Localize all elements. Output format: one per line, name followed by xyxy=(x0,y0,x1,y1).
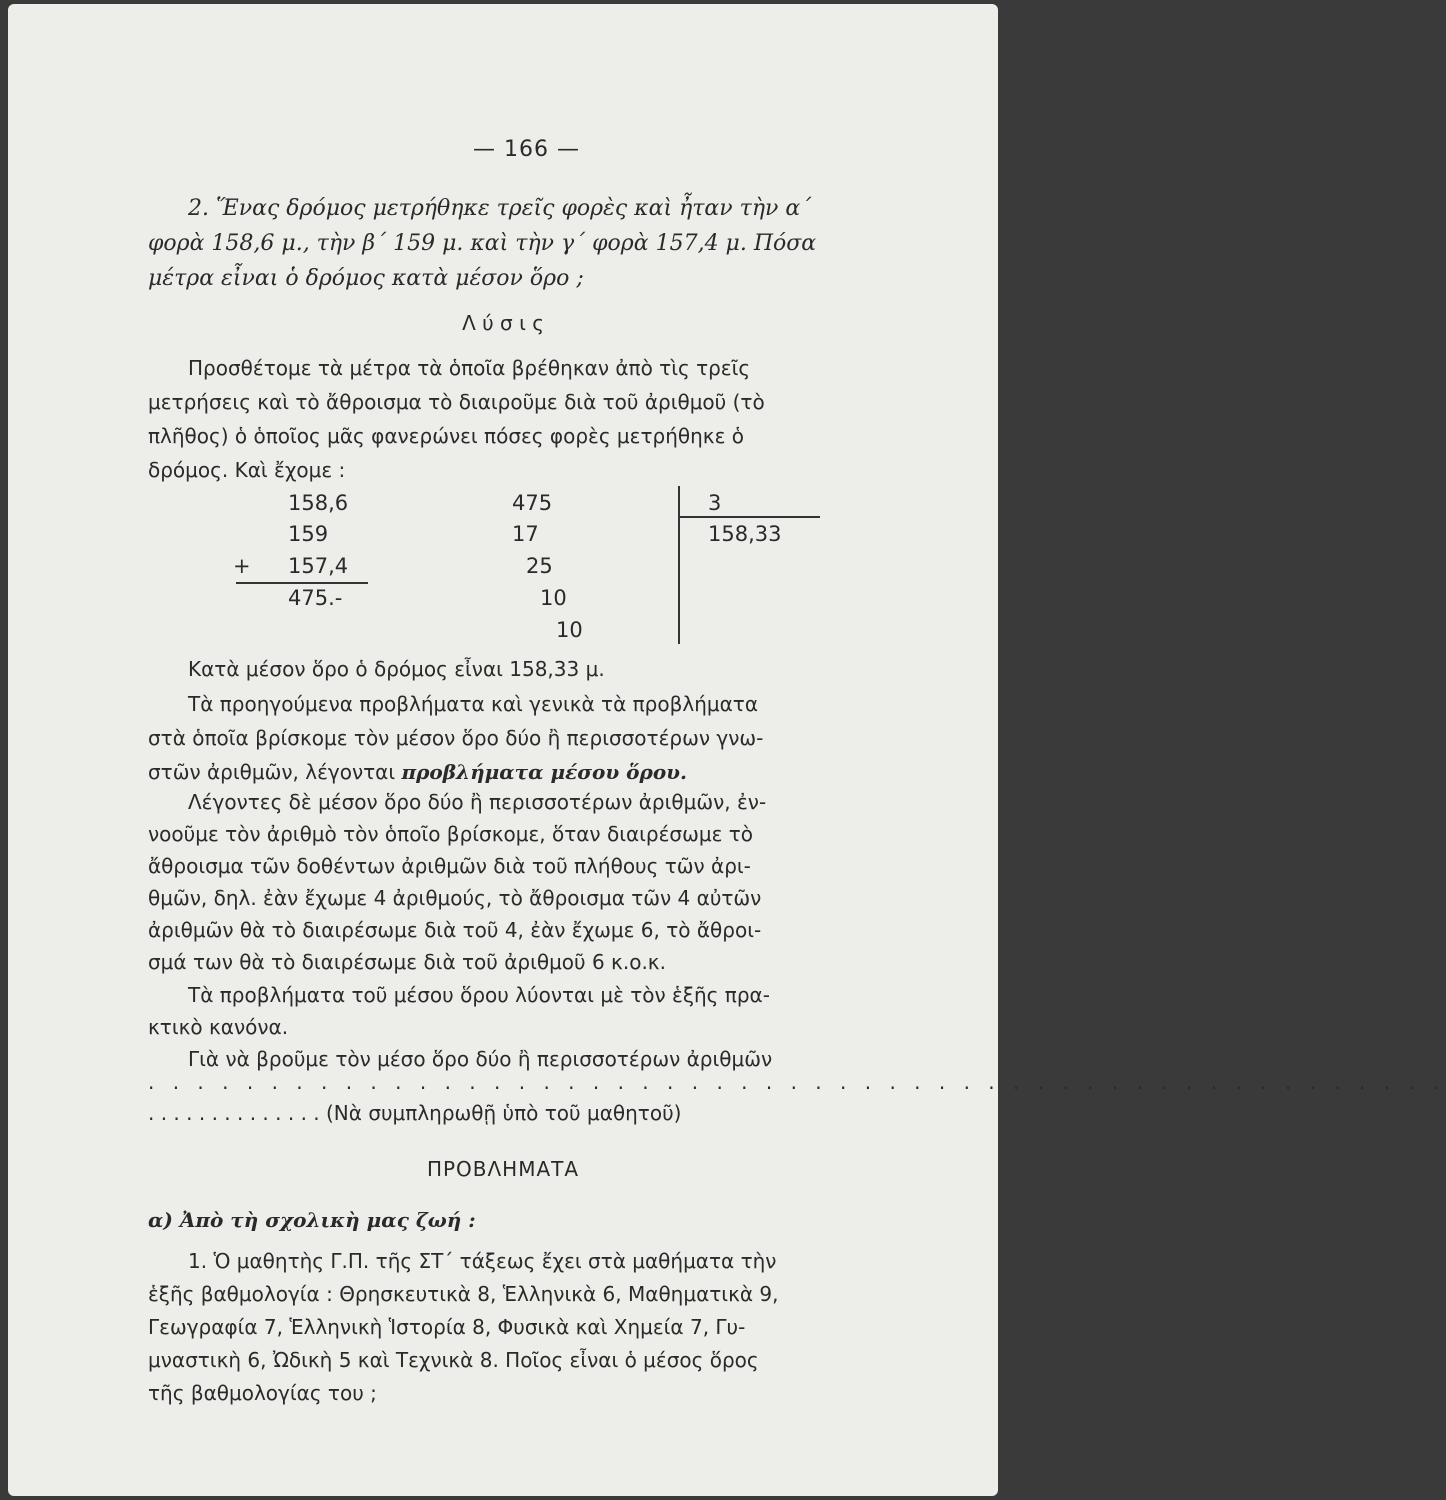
addition-operator: + xyxy=(233,554,251,578)
sum-rule xyxy=(236,582,368,584)
division-step: 17 xyxy=(512,522,539,546)
problem-2-line-1: 2. Ἕνας δρόμος μετρήθηκε τρεῖς φορὲς καὶ ἦταν τὴν α΄ xyxy=(188,196,812,221)
addition-sum: 475.- xyxy=(288,586,343,610)
page xyxy=(8,4,1446,1496)
paragraph-2-line: Λέγοντες δὲ μέσον ὅρο δύο ἢ περισσοτέρων ἀριθμῶν, ἐν- xyxy=(188,790,767,814)
paragraph-3-line: Τὰ προβλήματα τοῦ μέσου ὅρου λύονται μὲ τὸν ἑξῆς πρα- xyxy=(188,983,770,1007)
division-quotient: 158,33 xyxy=(708,522,782,546)
paragraph-2-line: νοοῦμε τὸν ἀριθμὸ τὸν ὁποῖο βρίσκομε, ὅταν διαιρέσωμε τὸ xyxy=(148,822,754,846)
emphasized-term: προβλήματα μέσου ὅρου. xyxy=(401,760,687,784)
division-step: 25 xyxy=(526,554,553,578)
problem-1-line: ἑξῆς βαθμολογία : Θρησκευτικὰ 8, Ἑλληνικὰ 6, Μαθηματικὰ 9, xyxy=(148,1282,779,1306)
problem-1-line: τῆς βαθμολογίας του ; xyxy=(148,1381,377,1405)
division-step: 10 xyxy=(540,586,567,610)
paragraph-2-line: θμῶν, δηλ. ἐὰν ἔχωμε 4 ἀριθμούς, τὸ ἄθροισμα τῶν 4 αὐτῶν xyxy=(148,886,762,910)
result-text: Κατὰ μέσον ὅρο ὁ δρόμος εἶναι 158,33 μ. xyxy=(188,657,605,681)
paragraph-1-line: στὰ ὁποῖα βρίσκομε τὸν μέσον ὅρο δύο ἢ περισσοτέρων γνω- xyxy=(148,726,764,750)
problem-1-line: 1. Ὁ μαθητὴς Γ.Π. τῆς ΣΤ΄ τάξεως ἔχει στὰ μαθήματα τὴν xyxy=(188,1249,777,1273)
blank-dots-line: . . . . . . . . . . . . . . . . . . . . . . . . . . . . . . . . . . . . . . . . . . . . . . . . . . . . . xyxy=(148,1070,1446,1094)
fill-in-note: . . . . . . . . . . . . . . (Νὰ συμπληρωθῇ ὑπὸ τοῦ μαθητοῦ) xyxy=(148,1101,682,1125)
solution-text-line: πλῆθος) ὁ ὁποῖος μᾶς φανερώνει πόσες φορὲς μετρήθηκε ὁ xyxy=(148,424,744,448)
addition-operand: 158,6 xyxy=(288,491,349,515)
solution-text-line: δρόμος. Καὶ ἔχομε : xyxy=(148,458,346,482)
division-step: 475 xyxy=(512,491,553,515)
paragraph-2-line: σμά των θὰ τὸ διαιρέσωμε διὰ τοῦ ἀριθμοῦ 6 κ.ο.κ. xyxy=(148,950,666,974)
paragraph-1-line-3-text: στῶν ἀριθμῶν, λέγονται xyxy=(148,760,396,784)
paragraph-1-line: Τὰ προηγούμενα προβλήματα καὶ γενικὰ τὰ προβλήματα xyxy=(188,692,759,716)
problem-2-line-3: μέτρα εἶναι ὁ δρόμος κατὰ μέσον ὅρο ; xyxy=(148,266,584,291)
problem-1-line: Γεωγραφία 7, Ἑλληνικὴ Ἱστορία 8, Φυσικὰ καὶ Χημεία 7, Γυ- xyxy=(148,1315,746,1339)
paragraph-1-line xyxy=(148,760,687,784)
addition-operand: 157,4 xyxy=(288,554,349,578)
solution-text-line: Προσθέτομε τὰ μέτρα τὰ ὁποῖα βρέθηκαν ἀπὸ τὶς τρεῖς xyxy=(188,356,751,380)
division-horizontal-rule xyxy=(678,516,820,518)
paragraph-3-line: κτικὸ κανόνα. xyxy=(148,1015,289,1039)
solution-text-line: μετρήσεις καὶ τὸ ἄθροισμα τὸ διαιροῦμε διὰ τοῦ ἀριθμοῦ (τὸ xyxy=(148,390,765,414)
division-divisor: 3 xyxy=(708,491,722,515)
rule-line: Γιὰ νὰ βροῦμε τὸν μέσο ὅρο δύο ἢ περισσοτέρων ἀριθμῶν xyxy=(188,1047,773,1071)
division-step: 10 xyxy=(556,618,583,642)
addition-operand: 159 xyxy=(288,522,329,546)
subsection-title: α) Ἀπὸ τὴ σχολικὴ μας ζωή : xyxy=(148,1208,476,1232)
division-vertical-rule xyxy=(678,486,680,644)
section-title: ΠΡΟΒΛΗΜΑΤΑ xyxy=(426,1157,580,1181)
paragraph-2-line: ἀριθμῶν θὰ τὸ διαιρέσωμε διὰ τοῦ 4, ἐὰν ἔχωμε 6, τὸ ἄθροι- xyxy=(148,918,762,942)
problem-2-line-2: φορὰ 158,6 μ., τὴν β΄ 159 μ. καὶ τὴν γ΄ φορὰ 157,4 μ. Πόσα xyxy=(148,231,817,256)
solution-title: Λ ύ σ ι ς xyxy=(462,311,544,335)
page-number: — 166 — xyxy=(473,137,580,162)
paragraph-2-line: ἄθροισμα τῶν δοθέντων ἀριθμῶν διὰ τοῦ πλήθους τῶν ἀρι- xyxy=(148,854,751,878)
problem-1-line: μναστικὴ 6, Ὠδικὴ 5 καὶ Τεχνικὰ 8. Ποῖος εἶναι ὁ μέσος ὅρος xyxy=(148,1348,759,1372)
